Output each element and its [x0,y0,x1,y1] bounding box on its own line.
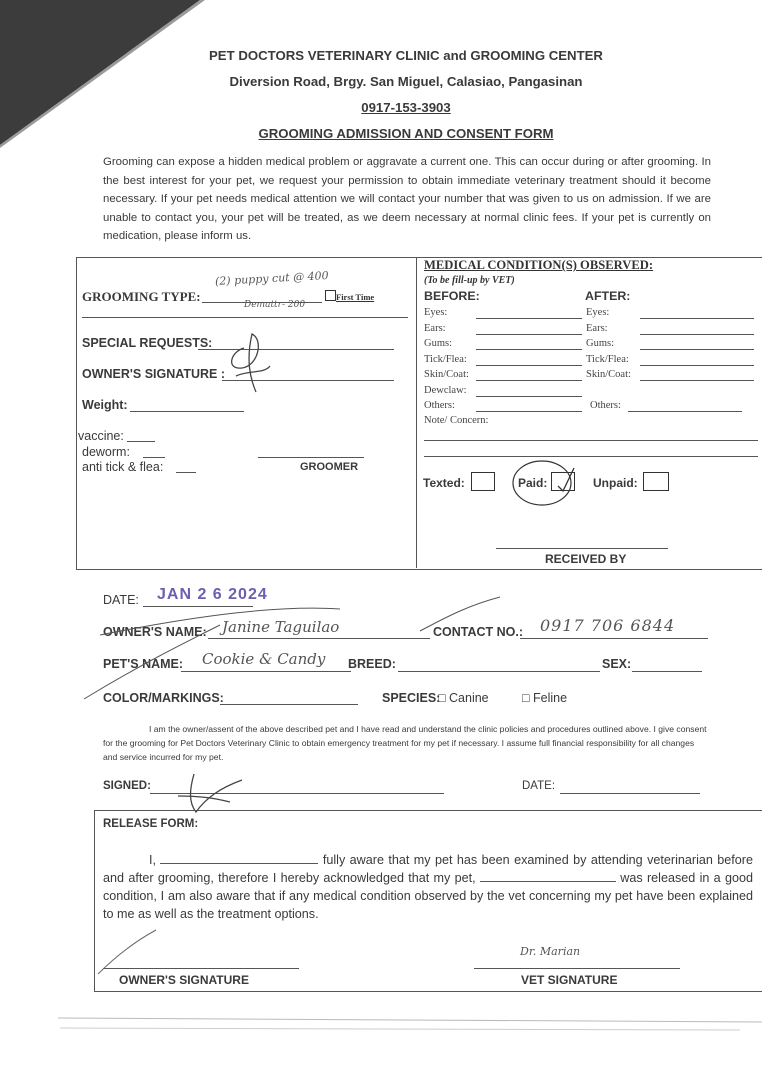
signed-date-line[interactable] [560,793,700,794]
before-item-label: Skin/Coat: [424,369,469,380]
canine-option[interactable]: □ Canine [438,691,489,705]
contact-value: 0917 706 6844 [540,616,676,635]
vaccine-label: vaccine: [78,429,124,443]
before-item-line[interactable] [476,411,582,412]
after-item-label: Gums: [586,338,615,349]
release-title: RELEASE FORM: [103,818,199,830]
first-time-label: First Time [336,292,375,302]
grooming-type-value: (2) puppy cut @ 400 [214,269,329,288]
vaccine-line[interactable] [127,441,155,442]
grooming-type-value-2: Demattr- 200 [244,300,306,310]
pen-strokes [80,595,520,705]
before-item-line[interactable] [476,318,582,319]
after-item-label: Eyes: [586,307,610,318]
before-item-label: Dewclaw: [424,384,467,396]
grooming-type-label: GROOMING TYPE: [82,289,201,304]
after-label: AFTER: [585,289,631,303]
first-time-checkbox[interactable] [325,290,336,301]
clinic-name: PET DOCTORS VETERINARY CLINIC and GROOMING CENTER [209,48,603,63]
texted-label: Texted: [423,476,465,490]
breed-label: BREED: [348,657,396,671]
owner-signature-scribble [222,330,282,400]
sex-line[interactable] [632,671,702,672]
before-item-line[interactable] [476,334,582,335]
release-pen-stroke [94,928,174,978]
release-text-3: was released in a good condition, I am also aware that if any medical condition observed by the vet concerning my pet have been explained to me as well as the treatment options. [103,871,754,921]
deworm-label: deworm: [82,445,130,459]
date-stamp: JAN 2 6 2024 [157,586,268,603]
medical-subtitle: (To be fill-up by VET) [424,275,515,286]
pet-name-label: PET'S NAME: [103,657,184,671]
after-item-line[interactable] [640,349,754,350]
before-item-line[interactable] [476,365,582,366]
before-item-label: Eyes: [424,307,448,318]
before-item-label: Ears: [424,322,446,334]
note-line-1[interactable] [424,440,758,441]
clinic-address: Diversion Road, Brgy. San Miguel, Calasiao, Pangasinan [229,74,583,89]
after-item-line[interactable] [628,411,742,412]
contact-label: CONTACT NO.: [433,625,524,639]
release-vet-signature-line[interactable] [474,968,680,969]
groomer-line[interactable] [258,457,364,458]
grooming-type-line-2 [82,317,408,318]
received-by-label: RECEIVED BY [545,552,627,566]
consent-text: I am the owner/assent of the above described pet and I have read and understand the clinic policies and procedures outlined above. I give consent for the grooming for Pet Doctors Veterinary Clinic to obtain emergency treatment for my pet if necessary. I assume full financial responsibility for all changes and service incurred for my pet. [103,724,707,762]
form-title: GROOMING ADMISSION AND CONSENT FORM [258,126,554,141]
antitick-label: anti tick & flea: [82,460,164,474]
color-markings-label: COLOR/MARKINGS: [103,691,224,705]
signed-date-label: DATE: [522,780,556,792]
species-label: SPECIES: [382,691,441,705]
column-divider [416,257,417,568]
release-text-1: I, [149,853,161,867]
before-item-line[interactable] [476,396,582,397]
release-owner-signature-label: OWNER'S SIGNATURE [119,973,249,987]
note-concern-label: Note/ Concern: [424,415,489,426]
signed-label: SIGNED: [103,780,151,792]
before-item-label: Others: [424,400,455,411]
after-item-line[interactable] [640,365,754,366]
owner-signature-label: OWNER'S SIGNATURE : [82,367,226,381]
groomer-label: GROOMER [300,461,359,473]
special-requests-label: SPECIAL REQUESTS: [82,336,213,350]
after-item-line[interactable] [640,334,754,335]
after-item-label: Others: [590,400,621,411]
sex-label: SEX: [602,657,632,671]
unpaid-label: Unpaid: [593,476,638,490]
before-item-line[interactable] [476,349,582,350]
weight-label: Weight: [82,398,128,412]
after-item-label: Ears: [586,322,608,334]
texted-checkbox[interactable] [471,472,495,491]
release-text [103,851,753,923]
medical-title: MEDICAL CONDITION(S) OBSERVED: [424,258,654,272]
release-vet-signature-label: VET SIGNATURE [521,973,618,987]
contact-line[interactable] [520,638,708,639]
clinic-phone: 0917-153-3903 [361,100,451,115]
after-item-line[interactable] [640,380,754,381]
paid-label: Paid: [518,476,548,490]
feline-option[interactable]: □ Feline [522,691,568,705]
after-item-label: Tick/Flea: [586,353,629,365]
unpaid-checkbox[interactable] [643,472,669,491]
owner-name-label: OWNER'S NAME: [103,625,207,639]
before-label: BEFORE: [424,289,480,303]
paid-circle-mark [508,458,588,514]
before-item-label: Gums: [424,338,453,349]
release-name-blank[interactable] [160,853,318,864]
antitick-line[interactable] [176,472,196,473]
pet-name-value: Cookie & Candy [202,650,326,668]
date-label: DATE: [103,593,139,607]
release-text-2: fully aware that my pet has been examined by attending veterinarian before and after grooming, therefore I hereby acknowledged that my pet, [103,853,754,885]
note-line-2[interactable] [424,456,758,457]
release-pet-blank[interactable] [480,871,616,882]
before-item-label: Tick/Flea: [424,353,467,365]
after-item-label: Skin/Coat: [586,369,631,380]
intro-paragraph: Grooming can expose a hidden medical problem or aggravate a current one. This can occur during or after grooming. In the best interest for your pet, we request your permission to obtain immediate veterinary treatment should it become necessary. If your pet needs medical attention we will contact your number that was given to us on admission. If we are unable to contact you, your pet will be treated, as we deem necessary at normal clinic fees. If your pet is currently on medication, please inform us. [103,156,711,243]
before-item-line[interactable] [476,380,582,381]
deworm-line[interactable] [143,457,165,458]
vet-name-handwritten: Dr. Marian [520,945,581,958]
received-by-line[interactable] [496,548,668,549]
weight-line[interactable] [130,411,244,412]
after-item-line[interactable] [640,318,754,319]
owner-name-value: Janine Taguilao [222,618,340,636]
